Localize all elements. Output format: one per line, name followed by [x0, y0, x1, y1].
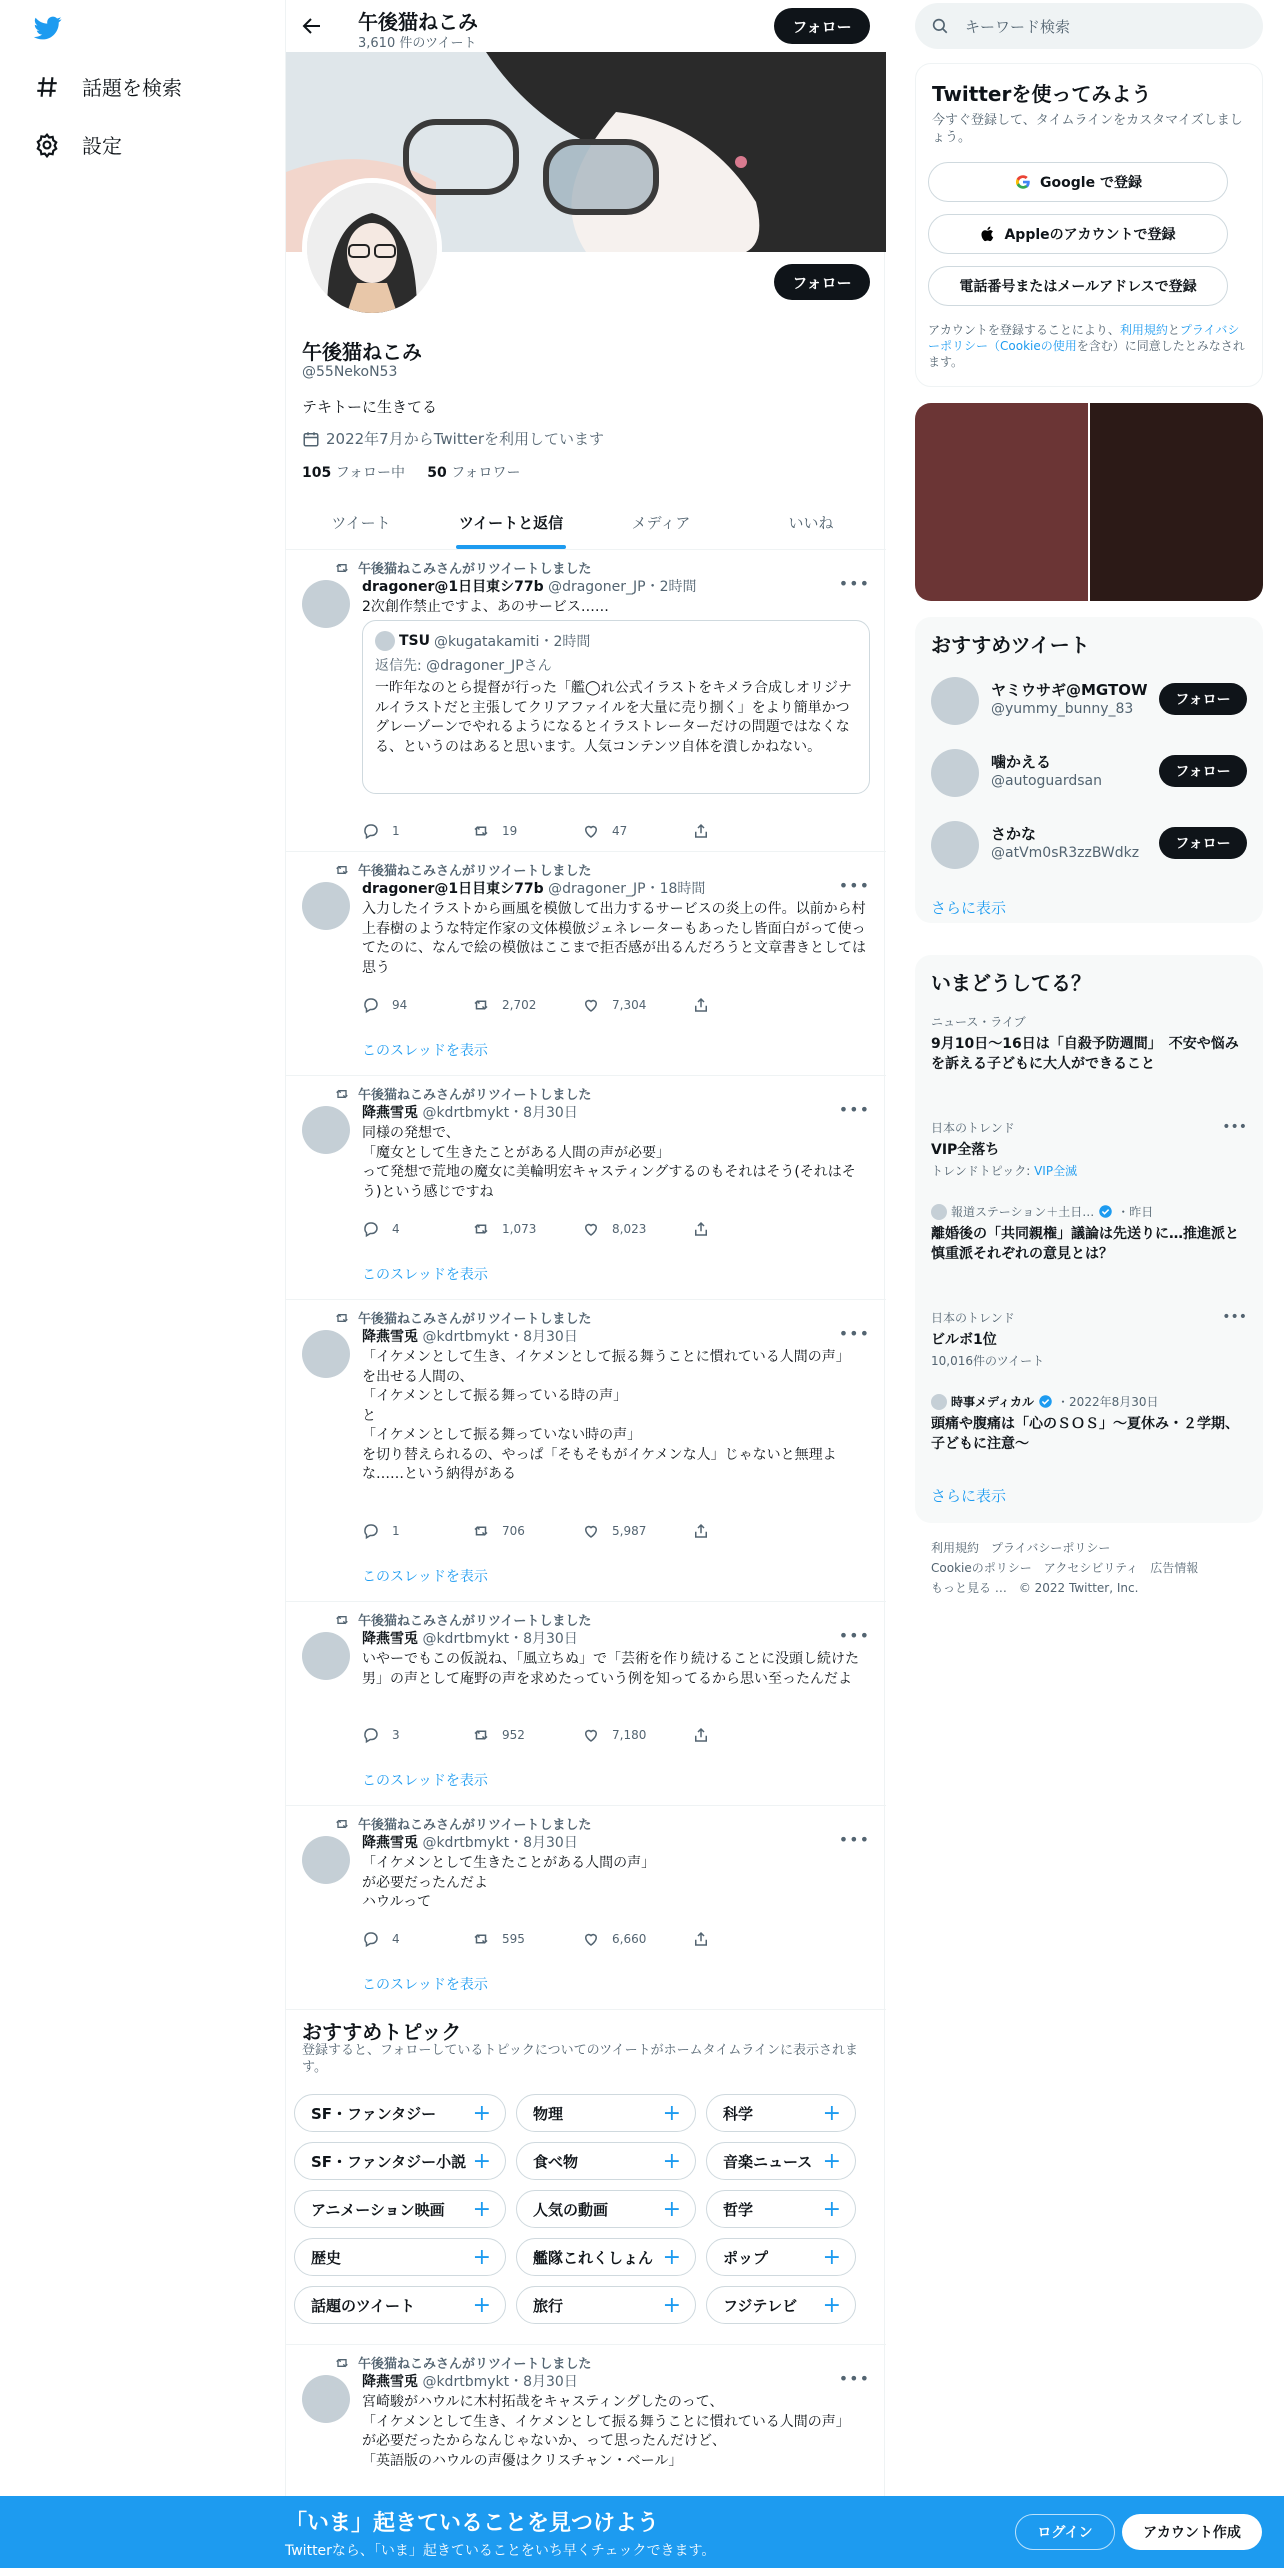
trend-title: 9月10日〜16日は「自殺予防週間」 不安や悩みを訴える子どもに大人ができること	[931, 1036, 1239, 1072]
recommended-user-name: 噛かえる	[991, 753, 1052, 771]
retweet-indicator: 午後猫ねこみさんがリツイートしました	[334, 1610, 591, 1629]
topics-subtitle: 登録すると、フォローしているトピックについてのツイートがホームタイムラインに表示されます。	[302, 2043, 859, 2075]
back-arrow-icon[interactable]	[300, 14, 324, 38]
verified-badge-icon	[1038, 1394, 1053, 1409]
trend-meta: 日本のトレンド	[931, 1311, 1015, 1325]
recommended-user[interactable]	[931, 673, 1247, 729]
create-account-button[interactable]: アカウント作成	[1122, 2514, 1262, 2550]
plus-icon: +	[472, 2148, 491, 2174]
quoted-tweet[interactable]	[362, 620, 870, 794]
show-thread-link[interactable]: このスレッドを表示	[362, 1043, 488, 1059]
topic-chip[interactable]: 物理 +	[516, 2094, 696, 2132]
header-tweet-count: 3,610 件のツイート	[358, 36, 477, 51]
trend-subtext: 10,016件のツイート	[931, 1354, 1045, 1368]
follow-button[interactable]: フォロー	[1159, 683, 1247, 715]
topic-chip[interactable]: 人気の動画 +	[516, 2190, 696, 2228]
sidebar-item-settings[interactable]	[34, 130, 122, 159]
twitter-logo-icon[interactable]	[32, 14, 64, 42]
more-icon[interactable]: •••	[838, 1324, 870, 1343]
media-preview[interactable]	[915, 403, 1263, 601]
quoted-text: 一昨年なのとら提督が行った「艦◯れ公式イラストをキメラ合成しオリジナルイラストだと主張してクリアファイルを大量に売り捌く」をより簡単かつグレーゾーンでやれるようになるとイラストレーターだけの問題ではなくなる、というのはあると思います。人気コンテンツ自体を潰しかねない。	[375, 680, 852, 755]
topic-chip[interactable]: 旅行 +	[516, 2286, 696, 2324]
plus-icon: +	[472, 2196, 491, 2222]
recommended-title: おすすめツイート	[931, 633, 1090, 657]
retweet-icon	[334, 560, 350, 576]
avatar[interactable]	[302, 1632, 350, 1680]
reply-icon	[362, 996, 380, 1014]
tweet-text: 入力したイラストから画風を模倣して出力するサービスの炎上の件。以前から村上春樹のような特定作家の文体模倣ジェネレーターもあったし皆面白がって使ってたのに、なんで絵の模倣はここまで拒否感が出るんだろうと文章書きとしては思う	[362, 901, 866, 976]
retweet-button[interactable]: 952	[472, 1726, 582, 1744]
retweet-button[interactable]: 595	[472, 1930, 582, 1948]
trend-subtext: トレンドトピック: VIP全滅	[931, 1164, 1078, 1178]
profile-name: 午後猫ねこみ	[302, 340, 422, 364]
search-input[interactable]	[915, 3, 1263, 49]
topic-chip[interactable]: アニメーション映画 +	[294, 2190, 506, 2228]
share-icon	[692, 1220, 710, 1238]
avatar[interactable]	[931, 749, 979, 797]
reply-button[interactable]: 4	[362, 1220, 472, 1238]
trend-item[interactable]	[931, 1203, 1247, 1264]
topic-chip[interactable]: フジテレビ +	[706, 2286, 856, 2324]
tweet[interactable]	[286, 1602, 886, 1806]
bottom-signup-bar	[0, 2496, 1284, 2568]
trend-meta: ニュース・ライブ	[931, 1015, 1026, 1029]
heart-icon	[582, 1220, 600, 1238]
trend-meta: 報道ステーション＋土日… ・昨日	[931, 1203, 1247, 1220]
like-button[interactable]: 5,987	[582, 1522, 692, 1540]
tweet-author[interactable]: 降燕雪兎 @kdrtbmykt・8月30日	[362, 1329, 578, 1345]
reply-icon	[362, 1726, 380, 1744]
retweet-icon	[472, 822, 490, 840]
retweet-indicator: 午後猫ねこみさんがリツイートしました	[334, 1814, 591, 1833]
topic-chip[interactable]: 科学 +	[706, 2094, 856, 2132]
tweet-actions	[362, 1522, 802, 1540]
reply-icon	[362, 1522, 380, 1540]
heart-icon	[582, 1522, 600, 1540]
recommended-user-handle: @autoguardsan	[991, 773, 1102, 789]
tweet-actions	[362, 822, 802, 840]
footer-link[interactable]: 利用規約	[931, 1541, 980, 1555]
tab-tweets-and-replies[interactable]: ツイートと返信	[436, 496, 586, 549]
like-button[interactable]: 47	[582, 822, 692, 840]
trend-item[interactable]	[931, 1393, 1247, 1454]
retweet-icon	[472, 1220, 490, 1238]
topic-chip[interactable]: ポップ +	[706, 2238, 856, 2276]
retweet-icon	[334, 1310, 350, 1326]
tweet-text: 宮崎駿がハウルに木村拓哉をキャスティングしたのって、 「イケメンとして生き、イケメンとして振る舞うことに慣れている人間の声」 が必要だったからなんじゃないか、って思ったんだけど、 「英語版のハウルの声優はクリスチャン・ベール」	[362, 2394, 850, 2469]
avatar[interactable]	[302, 2375, 350, 2423]
retweet-indicator: 午後猫ねこみさんがリツイートしました	[334, 2353, 591, 2372]
signup-title: Twitterを使ってみよう	[932, 82, 1152, 106]
hashtag-icon	[34, 74, 60, 100]
more-icon[interactable]: •••	[838, 2369, 870, 2388]
profile-follow-button[interactable]: フォロー	[774, 264, 870, 300]
heart-icon	[582, 822, 600, 840]
tweet-author[interactable]: 降燕雪兎 @kdrtbmykt・8月30日	[362, 1105, 578, 1121]
tweet-text: 2次創作禁止ですよ、あのサービス……	[362, 599, 609, 615]
trend-meta: 日本のトレンド	[931, 1121, 1015, 1135]
tweet-text: 「イケメンとして生きたことがある人間の声」 が必要だったんだよ ハウルって	[362, 1855, 656, 1910]
share-icon	[692, 1930, 710, 1948]
topic-chip[interactable]: 哲学 +	[706, 2190, 856, 2228]
apple-signup-button[interactable]: Appleのアカウントで登録	[928, 214, 1228, 254]
gear-icon	[34, 132, 60, 158]
share-icon	[692, 1726, 710, 1744]
reply-button[interactable]: 1	[362, 1522, 472, 1540]
like-button[interactable]: 7,304	[582, 996, 692, 1014]
signup-panel	[915, 63, 1263, 387]
tweet[interactable]	[286, 852, 886, 1076]
like-button[interactable]: 8,023	[582, 1220, 692, 1238]
retweet-button[interactable]: 706	[472, 1522, 582, 1540]
recommended-tweets-panel	[915, 617, 1263, 923]
profile-joined	[302, 428, 604, 449]
topic-chip[interactable]: 艦隊これくしょん +	[516, 2238, 696, 2276]
profile-bio: テキトーに生きてる	[302, 398, 438, 416]
header-name: 午後猫ねこみ	[358, 10, 478, 34]
google-signup-button[interactable]: Google で登録	[928, 162, 1228, 202]
avatar[interactable]	[302, 1106, 350, 1154]
topic-chip[interactable]: 歴史 +	[294, 2238, 506, 2276]
share-icon	[692, 1522, 710, 1540]
footer-link[interactable]: 広告情報	[1150, 1561, 1199, 1575]
plus-icon: +	[662, 2100, 681, 2126]
footer-links	[931, 1538, 1251, 1598]
media-thumbnail[interactable]	[915, 403, 1088, 601]
reply-button[interactable]: 1	[362, 822, 472, 840]
tweet[interactable]	[286, 1300, 886, 1602]
reply-icon	[362, 1220, 380, 1238]
tweet-actions	[362, 996, 802, 1014]
topic-chip[interactable]: 音楽ニュース +	[706, 2142, 856, 2180]
show-thread-link[interactable]: このスレッドを表示	[362, 1569, 488, 1585]
trend-item[interactable]	[931, 1119, 1247, 1179]
footer-link[interactable]: もっと見る …	[931, 1581, 1007, 1595]
tweet-author[interactable]: dragoner@1日目東シ77b @dragoner_JP・2時間	[362, 579, 697, 595]
topic-chip[interactable]: 話題のツイート +	[294, 2286, 506, 2324]
trend-title: ビルボ1位	[931, 1332, 997, 1348]
recommended-user-handle: @yummy_bunny_83	[991, 701, 1134, 717]
plus-icon: +	[822, 2100, 841, 2126]
avatar[interactable]	[302, 580, 350, 628]
avatar[interactable]	[931, 677, 979, 725]
search-placeholder: キーワード検索	[965, 17, 1071, 36]
plus-icon: +	[662, 2244, 681, 2270]
like-button[interactable]: 6,660	[582, 1930, 692, 1948]
share-button[interactable]	[692, 1522, 802, 1540]
more-icon[interactable]: •••	[1222, 1309, 1247, 1325]
tweet-author[interactable]: 降燕雪兎 @kdrtbmykt・8月30日	[362, 1631, 578, 1647]
sidebar-item-explore[interactable]	[34, 72, 182, 101]
trends-show-more[interactable]: さらに表示	[931, 1487, 1007, 1505]
avatar[interactable]	[302, 1330, 350, 1378]
media-thumbnail[interactable]	[1090, 403, 1263, 601]
tweet-author[interactable]: 降燕雪兎 @kdrtbmykt・8月30日	[362, 1835, 578, 1851]
retweet-indicator: 午後猫ねこみさんがリツイートしました	[334, 860, 591, 879]
share-button[interactable]	[692, 1726, 802, 1744]
trend-title: 頭痛や腹痛は「心のＳＯＳ」～夏休み・２学期、子どもに注意～	[931, 1416, 1239, 1452]
login-button[interactable]: ログイン	[1015, 2514, 1115, 2550]
tweet[interactable]	[286, 550, 886, 852]
retweet-icon	[472, 1726, 490, 1744]
tweet-text: いやーでもこの仮説ね、「風立ちぬ」で「芸術を作り続けることに没頭し続けた男」の声として庵野の声を求めたっていう例を知ってるから思い至ったんだよ	[362, 1651, 859, 1687]
retweet-indicator: 午後猫ねこみさんがリツイートしました	[334, 1308, 591, 1327]
tweet[interactable]	[286, 2344, 886, 2500]
trend-title: 離婚後の「共同親権」議論は先送りに…推進派と慎重派それぞれの意見とは？	[931, 1226, 1239, 1262]
tweet-text: 「イケメンとして生き、イケメンとして振る舞うことに慣れている人間の声」 を出せる人間の、 「イケメンとして振る舞っている時の声」 と 「イケメンとして振る舞っていない時の声」 を切り替えられるの、やっぱ「そもそもがイケメンな人」じゃないと無理よな……という納得がある	[362, 1349, 850, 1482]
like-button[interactable]: 7,180	[582, 1726, 692, 1744]
footer-link[interactable]: Cookieのポリシー	[931, 1561, 1032, 1575]
trend-item[interactable]	[931, 1013, 1247, 1074]
topic-chip[interactable]: 食べ物 +	[516, 2142, 696, 2180]
profile-follow-counts	[302, 462, 521, 482]
plus-icon: +	[662, 2196, 681, 2222]
bottom-bar-subtitle: Twitterなら、「いま」起きていることをいち早くチェックできます。	[285, 2543, 716, 2559]
share-button[interactable]	[692, 1220, 802, 1238]
reply-icon	[362, 1930, 380, 1948]
trend-item[interactable]	[931, 1309, 1247, 1369]
tab-likes[interactable]: いいね	[788, 514, 834, 532]
tweet-actions	[362, 1220, 802, 1238]
profile-tabs	[286, 496, 886, 550]
avatar	[931, 1394, 947, 1410]
quoted-author: TSU @kugatakamiti・2時間	[375, 631, 590, 651]
footer-link[interactable]: アクセシビリティ	[1043, 1561, 1139, 1575]
follow-button[interactable]: フォロー	[1159, 755, 1247, 787]
plus-icon: +	[822, 2148, 841, 2174]
calendar-icon	[302, 430, 320, 448]
retweet-button[interactable]: 1,073	[472, 1220, 582, 1238]
plus-icon: +	[662, 2148, 681, 2174]
trends-panel	[915, 955, 1263, 1523]
copyright: © 2022 Twitter, Inc.	[1018, 1581, 1139, 1595]
tweet-actions	[362, 1726, 802, 1744]
heart-icon	[582, 996, 600, 1014]
follow-button[interactable]: フォロー	[1159, 827, 1247, 859]
retweet-icon	[472, 996, 490, 1014]
tweet-author[interactable]: dragoner@1日目東シ77b @dragoner_JP・18時間	[362, 881, 706, 897]
heart-icon	[582, 1726, 600, 1744]
plus-icon: +	[662, 2292, 681, 2318]
share-button[interactable]	[692, 1930, 802, 1948]
recommended-show-more[interactable]: さらに表示	[931, 899, 1007, 917]
reply-button[interactable]: 3	[362, 1726, 472, 1744]
trend-title: VIP全落ち	[931, 1142, 1000, 1158]
trends-title: いまどうしてる？	[931, 971, 1091, 995]
signup-legal-text: アカウントを登録することにより、利用規約とプライバシーポリシー（Cookieの使用を含む）に同意したとみなされます。	[928, 323, 1245, 369]
share-button[interactable]	[692, 822, 802, 840]
share-icon	[692, 996, 710, 1014]
recommended-user-name: ヤミウサギ@MGTOW	[991, 681, 1148, 699]
avatar[interactable]	[302, 1836, 350, 1884]
search-icon	[931, 17, 949, 35]
tab-media[interactable]: メディア	[631, 514, 691, 532]
sidebar-item-label: 設定	[82, 134, 122, 158]
tweet[interactable]	[286, 1076, 886, 1300]
verified-badge-icon	[1098, 1204, 1113, 1219]
retweet-icon	[334, 1816, 350, 1832]
profile-handle: @55NekoN53	[302, 364, 398, 380]
profile-header-bar	[286, 0, 886, 52]
more-icon[interactable]: •••	[838, 1100, 870, 1119]
privacy-link[interactable]: プライバシーポリシー（Cookieの使用	[928, 323, 1240, 353]
signup-subtitle: 今すぐ登録して、タイムラインをカスタマイズしましょう。	[932, 113, 1243, 145]
topics-title: おすすめトピック	[302, 2020, 462, 2044]
trend-meta: 時事メディカル ・2022年8月30日	[931, 1393, 1247, 1410]
retweet-icon	[472, 1930, 490, 1948]
retweet-button[interactable]: 19	[472, 822, 582, 840]
tab-tweets[interactable]: ツイート	[331, 514, 391, 532]
avatar[interactable]	[302, 882, 350, 930]
footer-link[interactable]: プライバシーポリシー	[991, 1541, 1111, 1555]
heart-icon	[582, 1930, 600, 1948]
retweet-icon	[334, 2355, 350, 2371]
plus-icon: +	[472, 2100, 491, 2126]
recommended-user-name: さかな	[991, 825, 1037, 843]
more-icon[interactable]: •••	[1222, 1119, 1247, 1135]
more-icon[interactable]: •••	[838, 1830, 870, 1849]
tweet-actions	[362, 1930, 802, 1948]
tweet[interactable]	[286, 1806, 886, 2010]
apple-icon	[980, 225, 996, 243]
show-thread-link[interactable]: このスレッドを表示	[362, 1773, 488, 1789]
topic-chip[interactable]: SF・ファンタジー小説 +	[294, 2142, 506, 2180]
more-icon[interactable]: •••	[838, 1626, 870, 1645]
phone-email-signup-button[interactable]: 電話番号またはメールアドレスで登録	[928, 266, 1228, 306]
avatar	[931, 1204, 947, 1220]
followers-link[interactable]: 50 フォロワー	[427, 465, 521, 481]
profile-joined-text: 2022年7月からTwitterを利用しています	[326, 430, 604, 448]
recommended-user[interactable]	[931, 817, 1247, 873]
retweet-icon	[334, 862, 350, 878]
plus-icon: +	[822, 2244, 841, 2270]
google-icon	[1014, 173, 1032, 191]
show-thread-link[interactable]: このスレッドを表示	[362, 1267, 488, 1283]
retweet-button[interactable]: 2,702	[472, 996, 582, 1014]
profile-avatar[interactable]	[302, 178, 442, 318]
following-link[interactable]: 105 フォロー中	[302, 465, 405, 481]
recommended-user-handle: @atVm0sR3zzBWdkz	[991, 845, 1140, 861]
reply-icon	[362, 822, 380, 840]
share-icon	[692, 822, 710, 840]
retweet-icon	[334, 1612, 350, 1628]
plus-icon: +	[472, 2292, 491, 2318]
plus-icon: +	[822, 2196, 841, 2222]
header-follow-button[interactable]: フォロー	[774, 8, 870, 44]
retweet-indicator: 午後猫ねこみさんがリツイートしました	[334, 558, 591, 577]
recommended-user[interactable]	[931, 745, 1247, 801]
sidebar-item-label: 話題を検索	[82, 76, 182, 100]
reply-button[interactable]: 94	[362, 996, 472, 1014]
plus-icon: +	[822, 2292, 841, 2318]
more-icon[interactable]: •••	[838, 574, 870, 593]
show-thread-link[interactable]: このスレッドを表示	[362, 1977, 488, 1993]
topic-chip[interactable]: SF・ファンタジー +	[294, 2094, 506, 2132]
terms-link[interactable]: 利用規約	[1119, 323, 1168, 337]
plus-icon: +	[472, 2244, 491, 2270]
share-button[interactable]	[692, 996, 802, 1014]
avatar	[375, 631, 395, 651]
reply-button[interactable]: 4	[362, 1930, 472, 1948]
main-column	[285, 0, 885, 2500]
retweet-icon	[472, 1522, 490, 1540]
retweet-indicator: 午後猫ねこみさんがリツイートしました	[334, 1084, 591, 1103]
more-icon[interactable]: •••	[838, 876, 870, 895]
tweet-text: 同様の発想で、 「魔女として生きたことがある人間の声が必要」 って発想で荒地の魔女に美輪明宏キャスティングするのもそれはそう(それはそう)という感じですね	[362, 1125, 856, 1200]
bottom-bar-title: 「いま」起きていることを見つけよう	[285, 2511, 660, 2536]
quoted-reply-to: 返信先: @dragoner_JPさん	[375, 658, 552, 674]
retweet-icon	[334, 1086, 350, 1102]
avatar[interactable]	[931, 821, 979, 869]
tweet-author[interactable]: 降燕雪兎 @kdrtbmykt・8月30日	[362, 2374, 578, 2390]
